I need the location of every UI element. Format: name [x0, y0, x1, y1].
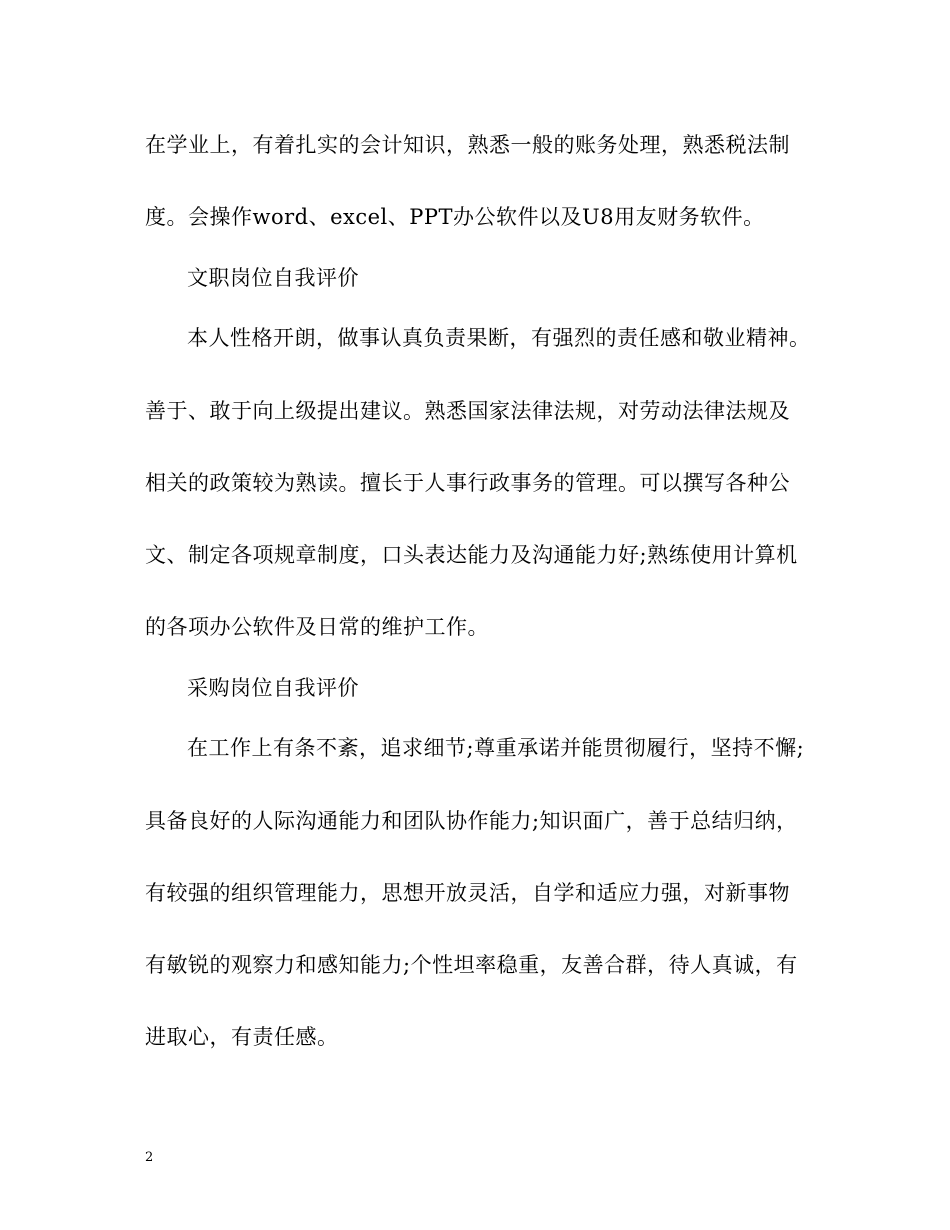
- body-text-line: 在工作上有条不紊，追求细节;尊重承诺并能贯彻履行，坚持不懈;: [187, 736, 805, 760]
- page-number: 2: [145, 1150, 154, 1165]
- body-text-line: 的各项办公软件及日常的维护工作。: [145, 615, 489, 639]
- body-text-line: 相关的政策较为熟读。擅长于人事行政事务的管理。可以撰写各种公: [145, 471, 790, 495]
- body-text-line: 文、制定各项规章制度，口头表达能力及沟通能力好;熟练使用计算机: [145, 543, 798, 567]
- body-text-line: 有敏锐的观察力和感知能力;个性坦率稳重，友善合群，待人真诚，有: [145, 953, 798, 977]
- body-text-line: 有较强的组织管理能力，思想开放灵活，自学和适应力强，对新事物: [145, 881, 790, 905]
- body-text-line: 本人性格开朗，做事认真负责果断，有强烈的责任感和敬业精神。: [187, 326, 811, 350]
- body-text-line: 在学业上，有着扎实的会计知识，熟悉一般的账务处理，熟悉税法制: [145, 133, 790, 157]
- body-text-line: 度。会操作word、excel、PPT办公软件以及U8用友财务软件。: [145, 205, 765, 229]
- body-text-line: 善于、敢于向上级提出建议。熟悉国家法律法规，对劳动法律法规及: [145, 399, 790, 423]
- body-text-line: 具备良好的人际沟通能力和团队协作能力;知识面广，善于总结归纳，: [145, 809, 798, 833]
- section-heading-clerical: 文职岗位自我评价: [187, 266, 359, 290]
- body-text-line: 进取心，有责任感。: [145, 1025, 339, 1049]
- section-heading-purchasing: 采购岗位自我评价: [187, 676, 359, 700]
